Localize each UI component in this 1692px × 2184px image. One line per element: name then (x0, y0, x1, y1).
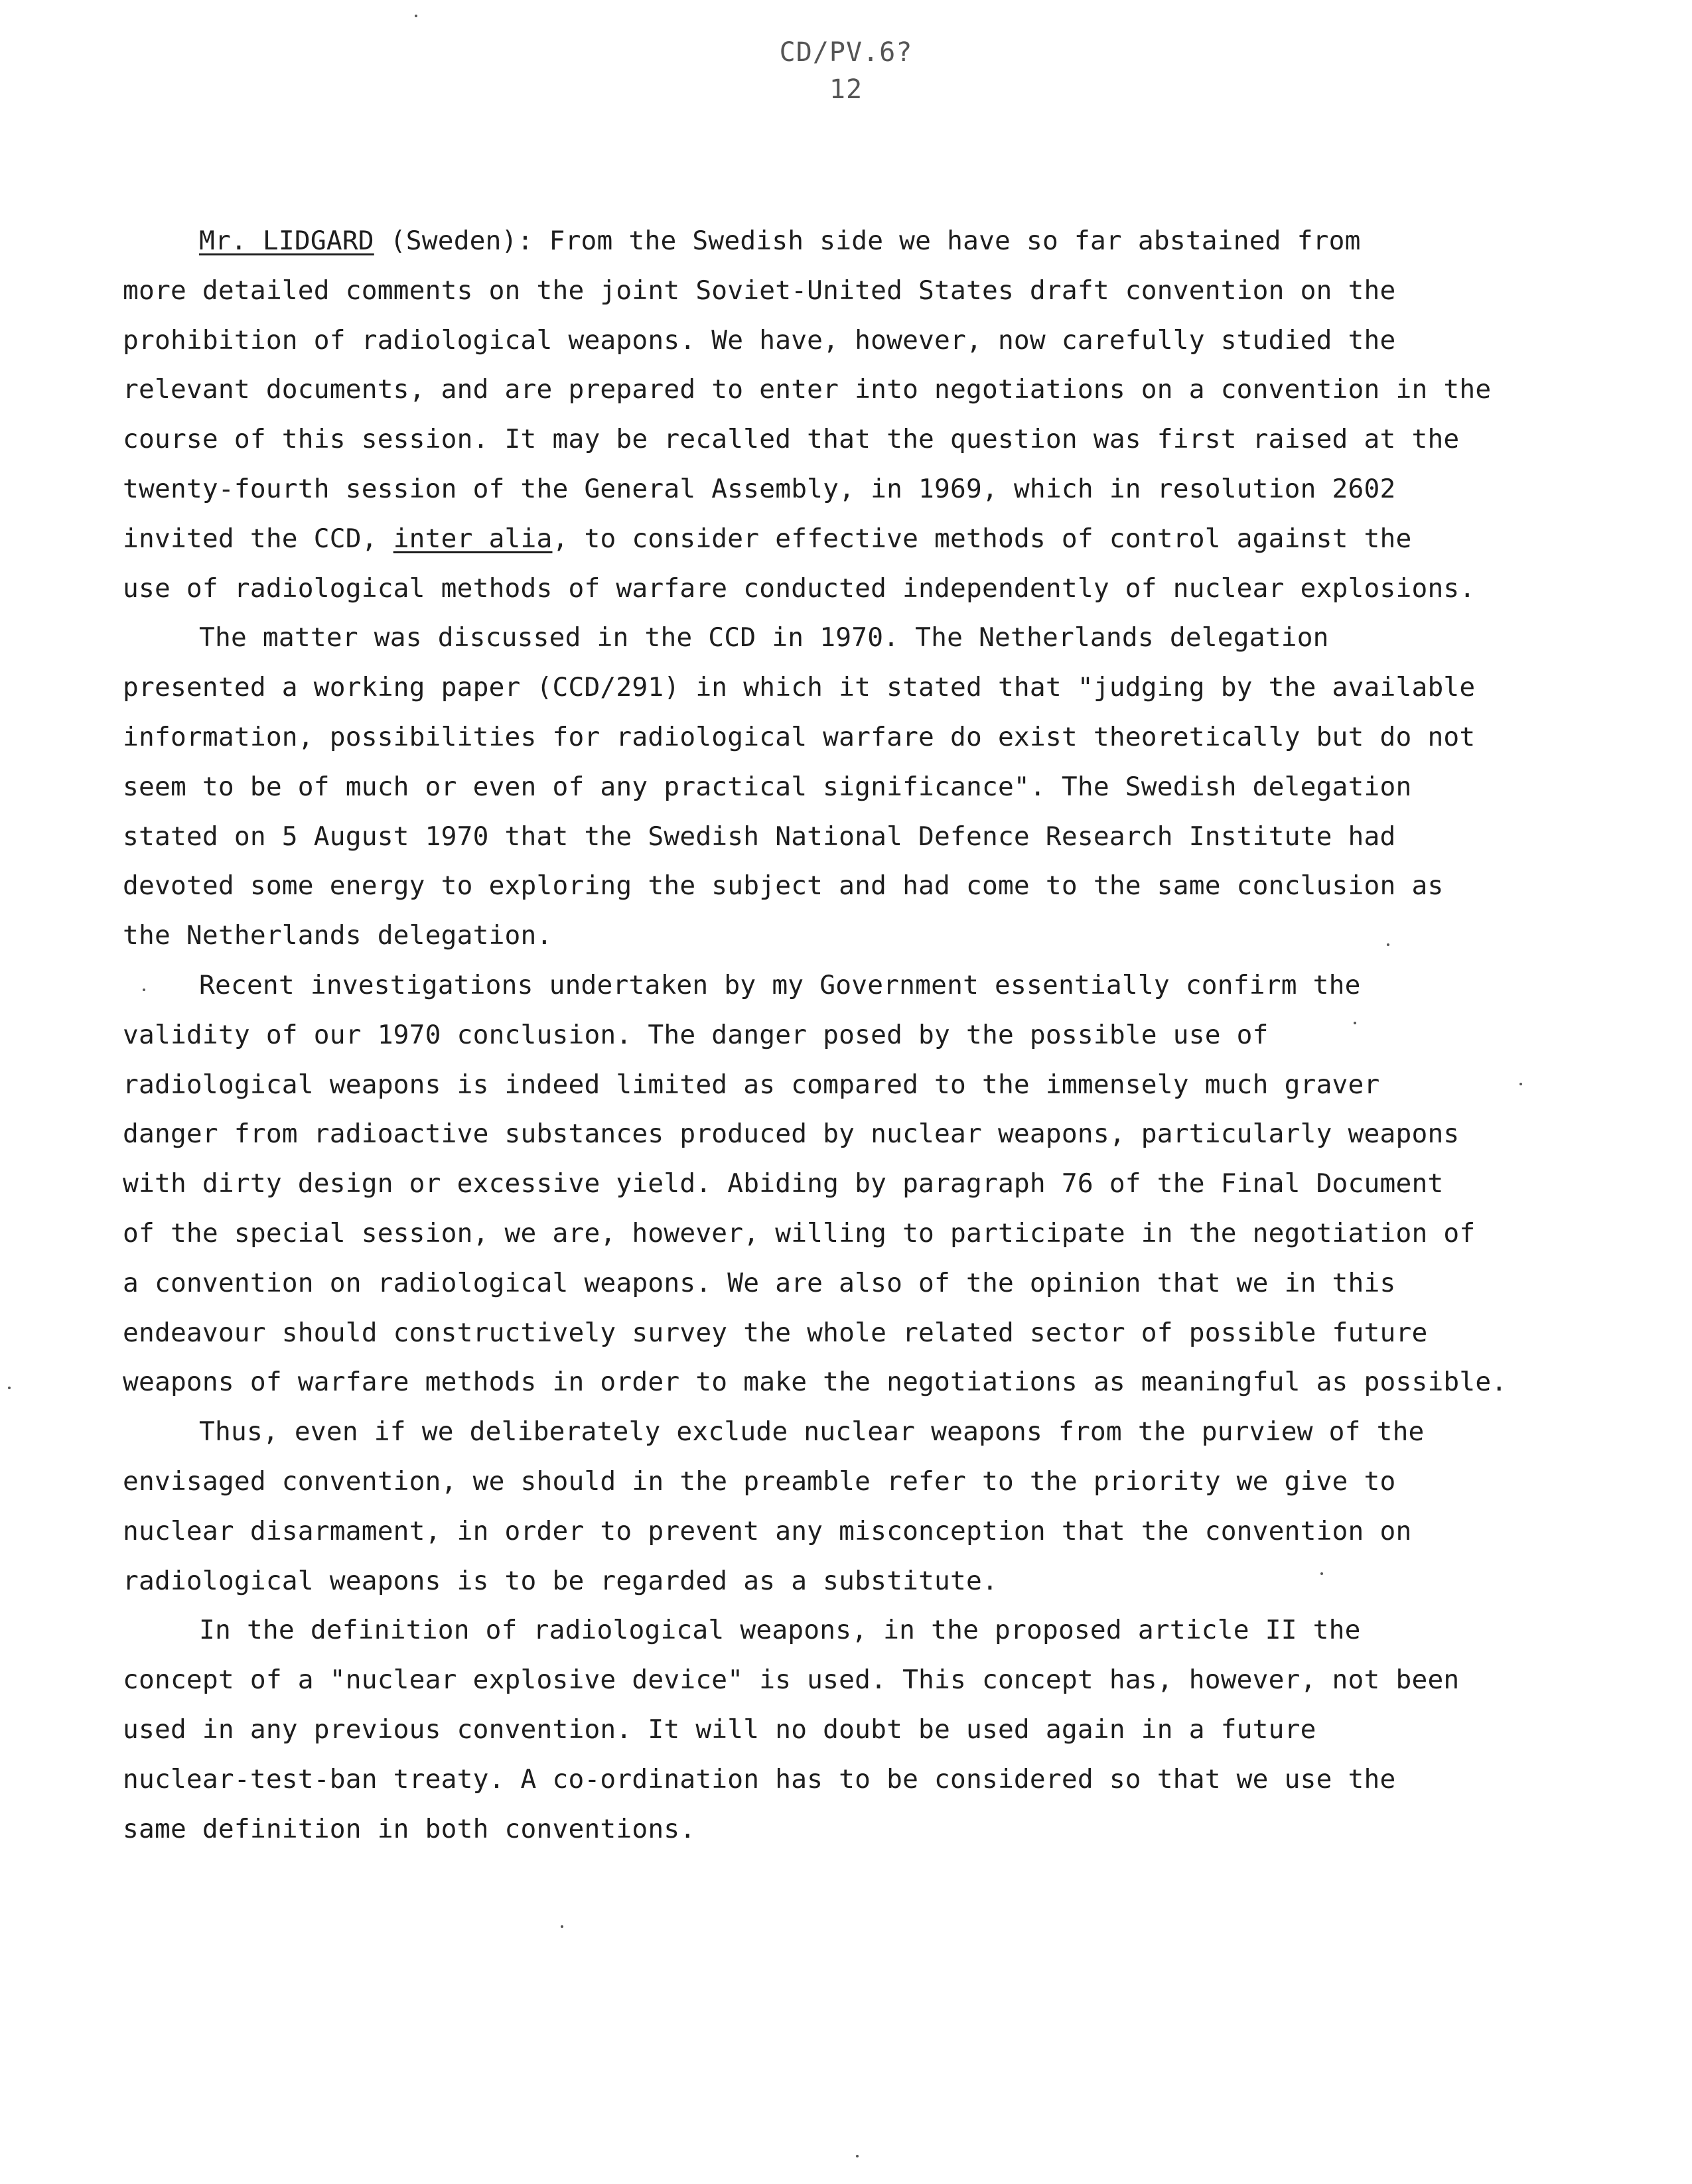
paragraph-3-line-3: radiological weapons is indeed limited as compared to the immensely much graver (123, 1069, 1380, 1100)
paragraph-2-line-2: presented a working paper (CCD/291) in which it stated that "judging by the available (123, 672, 1476, 703)
paragraph-3-line-2: validity of our 1970 conclusion. The danger posed by the possible use of (123, 1019, 1269, 1050)
paragraph-1-line-2: more detailed comments on the joint Soviet-United States draft convention on the (123, 275, 1396, 306)
speech-body (123, 216, 1589, 1854)
paragraph-1-line-7-start: invited the CCD, (123, 523, 393, 554)
scan-speck (8, 1387, 11, 1389)
paragraph-5-line-3: used in any previous convention. It will no doubt be used again in a future (123, 1714, 1316, 1745)
paragraph-1-text-start: From the Swedish side we have so far abstained from (533, 226, 1361, 256)
paragraph-1-line-4: relevant documents, and are prepared to enter into negotiations on a convention in the (123, 374, 1492, 405)
paragraph-3-line-1: Recent investigations undertaken by my Government essentially confirm the (199, 969, 1361, 1000)
speaker-name: Mr. LIDGARD (199, 226, 374, 256)
paragraph-3-line-5: with dirty design or excessive yield. Abiding by paragraph 76 of the Final Document (123, 1168, 1444, 1199)
paragraph-1-line-3: prohibition of radiological weapons. We have, however, now carefully studied the (123, 324, 1396, 356)
speaker-country: (Sweden): (374, 226, 533, 256)
paragraph-1-line-5: course of this session. It may be recalled that the question was first raised at the (123, 424, 1460, 455)
paragraph-3-line-4: danger from radioactive substances produced by nuclear weapons, particularly weapons (123, 1119, 1460, 1150)
paragraph-2-line-6: devoted some energy to exploring the subject and had come to the same conclusion as (123, 870, 1444, 902)
scan-speck (1354, 1022, 1356, 1024)
paragraph-1-line-7 (123, 514, 1589, 564)
paragraph-2-line-5: stated on 5 August 1970 that the Swedish National Defence Research Institute had (123, 821, 1396, 852)
page-number: 12 (829, 74, 863, 105)
paragraph-3-line-6: of the special session, we are, however, willing to participate in the negotiation of (123, 1217, 1476, 1249)
scan-speck (143, 989, 145, 991)
scan-speck (1387, 943, 1389, 946)
paragraph-3-line-9: weapons of warfare methods in order to make the negotiations as meaningful as possible. (123, 1367, 1508, 1398)
paragraph-5-line-4: nuclear-test-ban treaty. A co-ordination has to be considered so that we use the (123, 1763, 1396, 1795)
paragraph-3-line-8: endeavour should constructively survey the whole related sector of possible future (123, 1317, 1428, 1348)
paragraph-2-line-4: seem to be of much or even of any practical significance". The Swedish delegation (123, 771, 1412, 802)
paragraph-1-line-6: twenty-fourth session of the General Assembly, in 1969, which in resolution 2602 (123, 473, 1396, 504)
paragraph-5-line-2: concept of a "nuclear explosive device" is used. This concept has, however, not been (123, 1665, 1460, 1696)
paragraph-4-line-1: Thus, even if we deliberately exclude nuclear weapons from the purview of the (199, 1416, 1425, 1448)
paragraph-2-line-3: information, possibilities for radiological warfare do exist theoretically but do not (123, 721, 1476, 752)
scan-speck (1320, 1572, 1323, 1575)
scan-speck (1519, 1083, 1522, 1085)
paragraph-4-line-2: envisaged convention, we should in the preamble refer to the priority we give to (123, 1466, 1396, 1497)
paragraph-5-line-1: In the definition of radiological weapons, in the proposed article II the (199, 1615, 1361, 1646)
scan-speck (561, 1925, 563, 1928)
paragraph-3-line-7: a convention on radiological weapons. We are also of the opinion that we in this (123, 1267, 1396, 1298)
paragraph-1-line-1 (123, 216, 1589, 266)
document-symbol: CD/PV.6? (779, 37, 913, 68)
scan-speck (415, 15, 417, 17)
paragraph-5-line-5: same definition in both conventions. (123, 1813, 696, 1844)
inter-alia-phrase: inter alia (393, 523, 553, 554)
paragraph-2-line-1: The matter was discussed in the CCD in 1970. The Netherlands delegation (199, 622, 1329, 653)
scan-speck (856, 2155, 859, 2157)
paragraph-4-line-3: nuclear disarmament, in order to prevent any misconception that the convention on (123, 1515, 1412, 1546)
paragraph-2-line-7: the Netherlands delegation. (123, 920, 553, 951)
paragraph-1-line-8: use of radiological methods of warfare conducted independently of nuclear explosions. (123, 573, 1476, 604)
paragraph-4-line-4: radiological weapons is to be regarded as a substitute. (123, 1565, 998, 1596)
paragraph-1-line-7-end: , to consider effective methods of control against the (552, 523, 1412, 554)
